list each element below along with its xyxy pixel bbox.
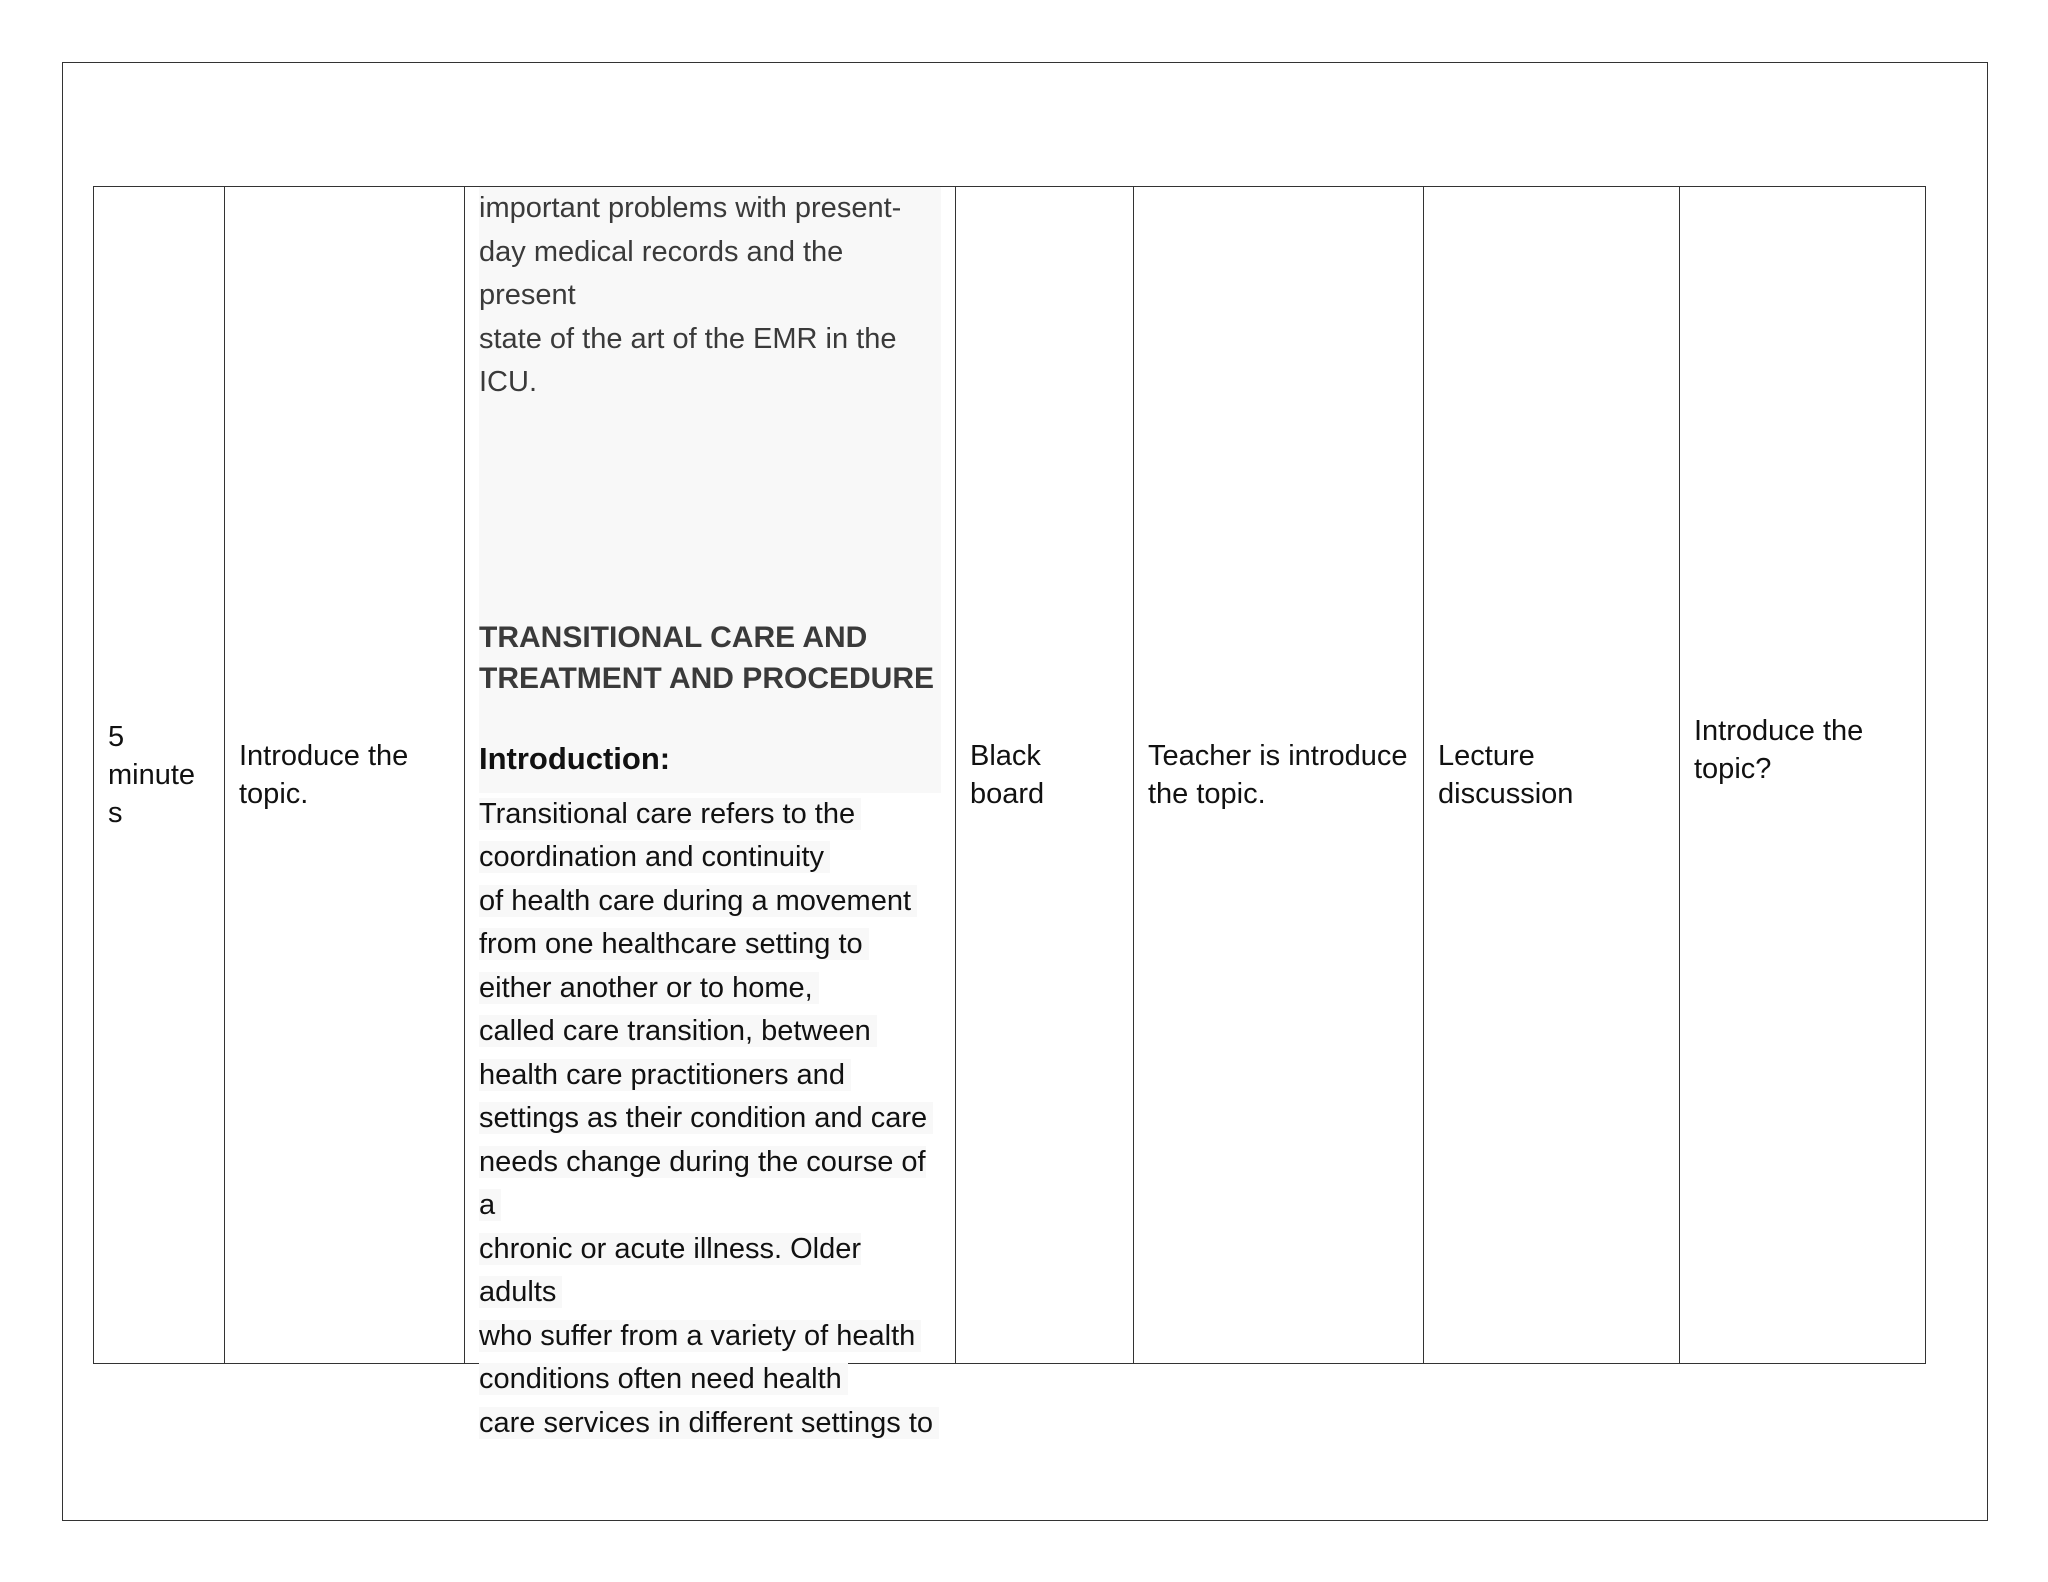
body-line: who suffer from a variety of health	[479, 1315, 941, 1359]
previous-text-line: state of the art of the EMR in the	[479, 322, 897, 355]
lesson-plan-table	[93, 186, 1926, 1439]
objective-cell: Introduce the topic.	[225, 187, 465, 1364]
evaluation-cell: Introduce the topic?	[1680, 187, 1926, 1364]
av-aids-cell: Black board	[956, 187, 1134, 1364]
previous-text-line: day medical records and the present	[479, 235, 844, 311]
body-line: health care practitioners and	[479, 1054, 941, 1098]
table-row	[94, 187, 1926, 1364]
content-cell	[465, 187, 956, 1439]
body-line: needs change during the course of a	[479, 1145, 926, 1221]
body-line: of health care during a movement	[479, 880, 941, 924]
spacer	[479, 405, 941, 605]
section-title: TRANSITIONAL CARE AND TREATMENT AND PROCEDURE	[479, 605, 941, 699]
body-line: conditions often need health	[479, 1358, 941, 1402]
teacher-activity-cell: Teacher is introduce the topic.	[1134, 187, 1424, 1364]
time-cell: 5 minute s	[94, 187, 225, 1364]
body-line: care services in different settings to	[479, 1402, 941, 1446]
previous-text	[479, 187, 941, 405]
body-line: Transitional care refers to the	[479, 793, 941, 837]
body-line: either another or to home,	[479, 967, 941, 1011]
previous-text-line: ICU.	[479, 366, 537, 398]
body-line: called care transition, between	[479, 1010, 941, 1054]
body-line: settings as their condition and care	[479, 1097, 941, 1141]
previous-text-line: important problems with present-	[479, 192, 902, 224]
body-line: chronic or acute illness. Older adults	[479, 1232, 861, 1308]
method-cell: Lecture discussion	[1424, 187, 1680, 1364]
body-line: from one healthcare setting to	[479, 923, 941, 967]
intro-heading: Introduction:	[479, 699, 941, 793]
content-wrap	[479, 187, 941, 1439]
body-line: coordination and continuity	[479, 836, 941, 880]
body-text	[479, 793, 941, 1446]
